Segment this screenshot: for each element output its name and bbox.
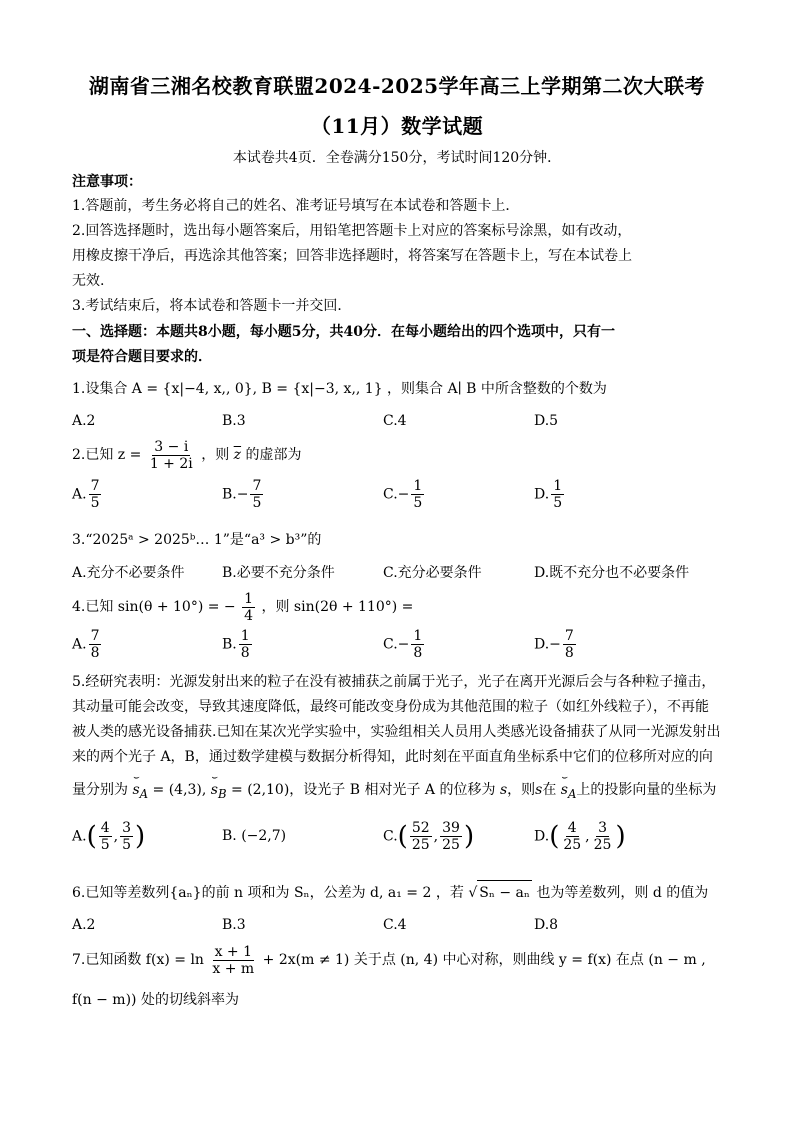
q5-option-b: B. (−2,7) [222, 828, 287, 844]
exam-title-line2: （11月）数学试题 [310, 114, 484, 138]
q1-option-d: D.5 [534, 413, 559, 429]
q5-d-frac1 [561, 820, 583, 853]
q5-a-n1: 4 [100, 820, 110, 836]
q5-a-rparen: ) [135, 821, 146, 852]
q4-b-den: 8 [240, 645, 250, 661]
q2-frac-den: 1 + 2i [149, 455, 193, 472]
q5-l5-mid3: 在 [542, 782, 557, 798]
q5-sB-value: = (2,10) [226, 782, 290, 798]
q4-b-frac [239, 628, 252, 661]
q4-options [72, 628, 722, 668]
q4-frac-num: 1 [244, 590, 254, 607]
q5-option-c: C.( $\frac{52}{25}$ , $\frac{39}{25}$ ) [383, 820, 475, 853]
q5-line4: 来的两个光子 A，B，通过数学建模与数据分析得知，此时刻在平面直角坐标系中它们的位移所对应的向 [72, 749, 713, 765]
q6-option-c: C.4 [383, 917, 407, 933]
q4-c-num: 1 [413, 628, 423, 644]
q5-line5 [72, 778, 722, 806]
note-1: 1.答题前，考生务必将自己的姓名、准考证号填写在本试卷和答题卡上． [72, 198, 520, 214]
q7-frac-den: x + m [212, 960, 255, 977]
q1-option-c: C.4 [383, 413, 407, 429]
q6-option-a: A.2 [72, 917, 96, 933]
q6-stem-pre: 6.已知等差数列{aₙ}的前 n 项和为 Sₙ，公差为 d, a₁ = 2 ，若 [72, 885, 464, 901]
q5-c-frac2 [440, 820, 462, 853]
q4-c-den: 8 [413, 645, 423, 661]
section1-heading-line1: 一、选择题：本题共8小题，每小题5分，共40分．在每小题给出的四个选项中，只有一 [72, 324, 615, 340]
q4-stem [72, 590, 722, 624]
q5-c-label: C. [383, 828, 398, 845]
q2-zbar: $\overline{z}$ [233, 447, 242, 463]
q2-option-a [72, 478, 103, 511]
q4-a-num: 7 [90, 628, 100, 644]
q4-option-d [534, 628, 578, 661]
q5-line2: 其动量可能会改变，导致其速度降低，最终可能改变身份成为其他范围的粒子（如红外线粒子），不再能 [72, 699, 709, 715]
q5-d-frac2 [592, 820, 614, 853]
note-2-line3: 无效. [72, 273, 105, 289]
q2-d-frac [551, 478, 564, 511]
q2-d-num: 1 [553, 478, 563, 494]
q1-option-a: A.2 [72, 413, 96, 429]
q5-vector-s: s [499, 782, 508, 798]
q6-stem [72, 880, 722, 905]
q7-prefix: 7.已知函数 f(x) = ln [72, 952, 204, 968]
q6-option-d: D.8 [534, 917, 559, 933]
q5-vector-sA [132, 778, 148, 806]
q5-d-lparen: ( [549, 821, 560, 852]
q5-a-label: A. [72, 828, 87, 845]
q6-sqrt-sign: √ [468, 885, 478, 901]
q3-option-a: A.充分不必要条件 [72, 565, 185, 581]
notes-heading: 注意事项： [72, 174, 142, 190]
q5-option-a: A.( $\frac{4}{5}$ , $\frac{3}{5}$ ) [72, 820, 146, 853]
q5-c-lparen: ( [397, 821, 408, 852]
q2-option-d [534, 478, 566, 511]
q5-line1: 5.经研究表明：光源发射出来的粒子在没有被捕获之前属于光子，光子在离开光源后会与各种粒子撞击， [72, 674, 716, 690]
note-2-line1: 2.回答选择题时，选出每小题答案后，用铅笔把答题卡上对应的答案标号涂黑，如有改动， [72, 223, 632, 239]
q5-d-n2: 3 [598, 820, 607, 836]
note-3: 3.考试结束后，将本试卷和答题卡一并交回． [72, 298, 352, 314]
q4-d-label: D.− [534, 636, 561, 653]
q4-frac-den: 4 [244, 607, 254, 624]
q5-a-lparen: ( [86, 821, 97, 852]
q2-c-num: 1 [413, 478, 423, 494]
q4-a-den: 8 [90, 645, 100, 661]
q5-d-n1: 4 [567, 820, 577, 836]
q5-option-d: D.( $\frac{4}{25}$ , $\frac{3}{25}$ ) [534, 820, 626, 853]
q2-c-label: C.− [383, 486, 410, 503]
q5-c-frac1 [410, 820, 432, 853]
q2-options [72, 478, 722, 518]
q5-sB-sub: B [217, 786, 227, 801]
q5-sA-sub: A [139, 786, 149, 801]
q5-d-d1: 25 [563, 837, 582, 853]
note-2-line2: 用橡皮擦干净后，再选涂其他答案；回答非选择题时，将答案写在答题卡上，写在本试卷上 [72, 248, 632, 264]
q2-d-label: D. [534, 486, 550, 503]
q5-d-d2: 25 [593, 837, 612, 853]
q2-c-frac [411, 478, 424, 511]
q5-sA-symbol: s [132, 782, 140, 798]
q7-suffix: + 2x(m ≠ 1) 关于点 (n, 4) 中心对称，则曲线 y = f(x) 在点 (n − m , [262, 952, 706, 968]
q7-stem [72, 943, 722, 977]
q6-stem-post: 也为等差数列，则 d 的值为 [536, 885, 709, 901]
q4-option-c [383, 628, 426, 661]
q2-suffix-post: 的虚部为 [245, 447, 302, 463]
q5-l5-mid: ，设光子 B 相对光子 A 的位移为 [289, 782, 496, 798]
q4-d-num: 7 [564, 628, 574, 644]
q2-a-den: 5 [90, 495, 100, 511]
q5-c-n1: 52 [411, 820, 430, 836]
exam-title-line1: 湖南省三湘名校教育联盟2024-2025学年高三上学期第二次大联考 [88, 74, 706, 98]
q4-b-num: 1 [240, 628, 250, 644]
q4-d-frac [563, 628, 576, 661]
q4-b-label: B. [222, 636, 237, 653]
q4-a-frac [89, 628, 102, 661]
q2-b-num: 7 [252, 478, 262, 494]
q2-stem [72, 438, 722, 472]
q5-a-frac1 [99, 820, 112, 853]
q2-b-den: 5 [252, 495, 262, 511]
q5-sA2-sub: A [567, 786, 577, 801]
q5-l5-end: 上的投影向量的坐标为 [576, 782, 717, 798]
q6-option-b: B.3 [222, 917, 246, 933]
q5-vector-sB [211, 778, 227, 806]
q3-option-c: C.充分必要条件 [383, 565, 482, 581]
q2-frac-num: 3 − i [154, 438, 189, 455]
q6-sqrt-body: Sₙ − aₙ [477, 880, 532, 905]
q5-l5-pre: 量分别为 [72, 782, 128, 798]
q2-c-den: 5 [413, 495, 423, 511]
q4-c-frac [411, 628, 424, 661]
q4-a-label: A. [72, 636, 87, 653]
q5-a-d2: 5 [122, 837, 132, 853]
q3-option-b: B.必要不充分条件 [222, 565, 335, 581]
q5-c-n2: 39 [442, 820, 460, 836]
q3-stem: 3.“2025ᵃ > 2025ᵇ… 1”是“a³ > b³”的 [72, 532, 322, 548]
q2-option-b [222, 478, 265, 511]
q2-a-num: 7 [90, 478, 100, 494]
q4-suffix: ，则 sin(2θ + 110°) = [261, 599, 414, 615]
q5-c-rparen: ) [463, 821, 475, 852]
q5-a-n2: 3 [122, 820, 132, 836]
q5-sB-symbol: s [210, 782, 218, 798]
q5-d-label: D. [534, 828, 550, 845]
q5-a-d1: 5 [100, 837, 110, 853]
q7-line2: f(n − m)) 处的切线斜率为 [72, 992, 239, 1008]
q5-options [72, 820, 722, 864]
q7-fraction [210, 944, 256, 977]
q1-option-b: B.3 [222, 413, 246, 429]
q2-a-label: A. [72, 486, 87, 503]
q5-a-frac2 [120, 820, 133, 853]
q4-c-label: C.− [383, 636, 410, 653]
q5-l5-mid2: ，则 [507, 782, 536, 798]
q4-d-den: 8 [564, 645, 574, 661]
q2-b-frac [250, 478, 263, 511]
section1-heading-line2: 项是符合题目要求的． [72, 349, 212, 365]
q3-option-d: D.既不充分也不必要条件 [534, 565, 690, 581]
q2-d-den: 5 [553, 495, 563, 511]
q2-a-frac [89, 478, 102, 511]
q5-sA2-symbol: s [560, 782, 568, 798]
q2-fraction [148, 439, 195, 472]
q2-option-c [383, 478, 426, 511]
q4-prefix: 4.已知 sin(θ + 10°) = − [72, 599, 236, 615]
q2-b-label: B.− [222, 486, 249, 503]
q4-fraction [242, 591, 255, 624]
q2-prefix: 2.已知 z = [72, 447, 142, 463]
q4-option-b [222, 628, 254, 661]
q5-c-d1: 25 [411, 837, 430, 853]
q5-vector-sA-2 [561, 778, 577, 806]
q1-stem: 1.设集合 A = {x|−4, x,, 0}, B = {x|−3, x,, 1} ，则集合 A∣ B 中所含整数的个数为 [72, 381, 607, 397]
q5-vector-s-2: s [535, 782, 543, 798]
q2-suffix-pre: ，则 [201, 447, 230, 463]
exam-subtitle: 本试卷共4页．全卷满分150分，考试时间120分钟． [232, 150, 562, 166]
q4-option-a [72, 628, 103, 661]
q5-sA-value: = (4,3), [148, 782, 207, 798]
q5-c-d2: 25 [442, 837, 460, 853]
q5-d-rparen: ) [615, 821, 626, 852]
q5-line3: 被人类的感光设备捕获.已知在某次光学实验中，实验组相关人员用人类感光设备捕获了从同一光源发射出 [72, 724, 721, 740]
q7-frac-num: x + 1 [214, 943, 253, 960]
